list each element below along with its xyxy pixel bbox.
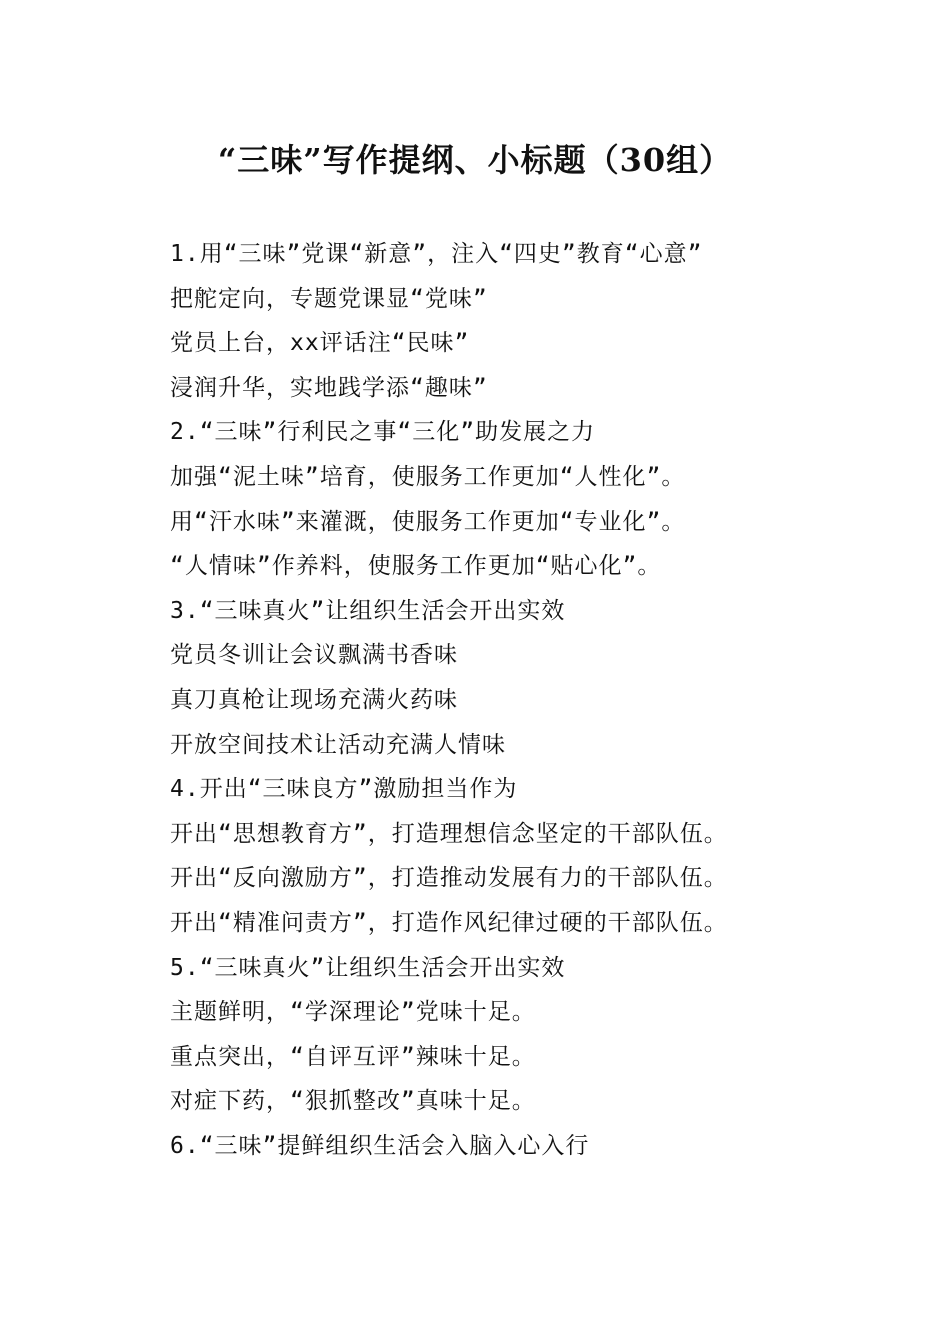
outline-line: 对症下药，“狠抓整改”真味十足。	[170, 1088, 536, 1115]
document-body	[170, 232, 810, 1168]
outline-line: 加强“泥土味”培育，使服务工作更加“人性化”。	[170, 463, 686, 490]
outline-line: 1.用“三味”党课“新意”，注入“四史”教育“心意”	[170, 241, 703, 267]
outline-line: “人情味”作养料，使服务工作更加“贴心化”。	[170, 553, 662, 580]
outline-line: 党员上台，xx评话注“民味”	[170, 330, 470, 357]
outline-line: 用“汗水味”来灌溉，使服务工作更加“专业化”。	[170, 508, 686, 535]
document-title: “三味”写作提纲、小标题（30组）	[217, 141, 733, 179]
outline-line: 开出“精准问责方”，打造作风纪律过硬的干部队伍。	[170, 909, 728, 936]
outline-line: 3.“三味真火”让组织生活会开出实效	[170, 597, 566, 624]
outline-line: 5.“三味真火”让组织生活会开出实效	[170, 954, 566, 981]
outline-line: 开出“反向激励方”，打造推动发展有力的干部队伍。	[170, 865, 728, 892]
outline-line: 党员冬训让会议飘满书香味	[170, 642, 458, 669]
outline-line: 4.开出“三味良方”激励担当作为	[170, 776, 518, 803]
outline-line: 2.“三味”行利民之事“三化”助发展之力	[170, 419, 596, 446]
outline-line: 浸润升华，实地践学添“趣味”	[170, 374, 488, 401]
outline-line: 开放空间技术让活动充满人情味	[170, 731, 506, 758]
outline-line: 把舵定向，专题党课显“党味”	[170, 285, 488, 312]
outline-line: 开出“思想教育方”，打造理想信念坚定的干部队伍。	[170, 820, 728, 847]
outline-line: 6.“三味”提鲜组织生活会入脑入心入行	[170, 1132, 590, 1159]
outline-line: 重点突出，“自评互评”辣味十足。	[170, 1043, 536, 1070]
outline-line: 主题鲜明，“学深理论”党味十足。	[170, 999, 536, 1026]
outline-line: 真刀真枪让现场充满火药味	[170, 686, 458, 713]
